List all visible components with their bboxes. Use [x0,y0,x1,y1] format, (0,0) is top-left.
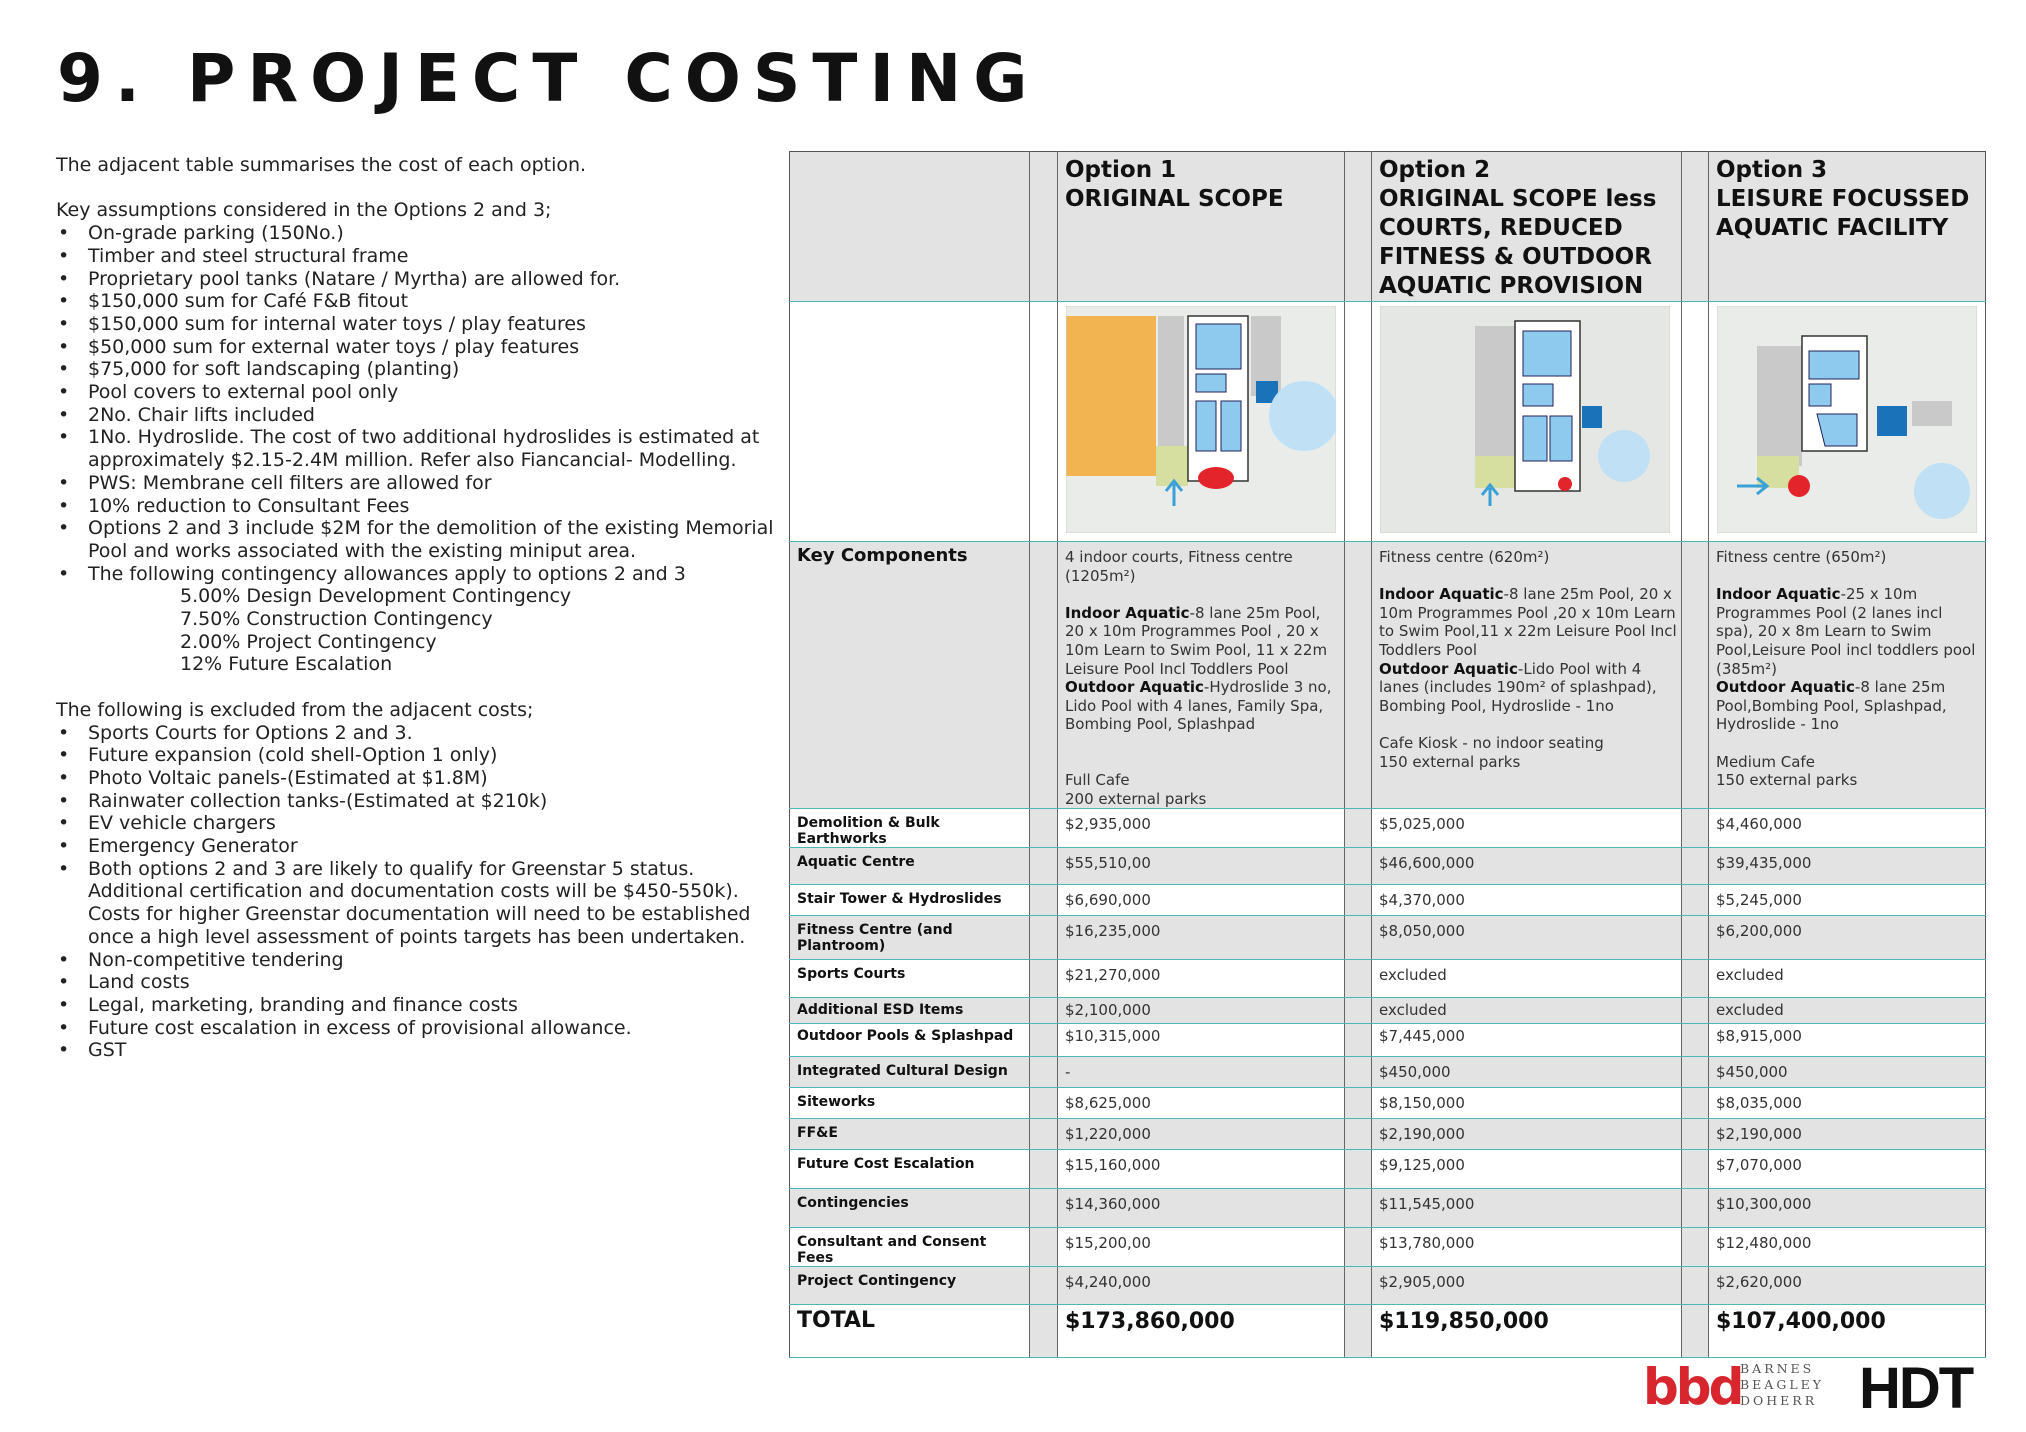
table-row: Siteworks $8,625,000 $8,150,000 $8,035,000 [790,1088,1986,1119]
total-option-2: $119,850,000 [1372,1305,1682,1358]
total-option-1: $173,860,000 [1058,1305,1345,1358]
hdt-logo: HDT [1859,1356,1973,1414]
option-number: Option 1 [1065,157,1177,183]
list-item: • Proprietary pool tanks (Natare / Myrtha) are allowed for. [56,268,776,291]
list-item: • Sports Courts for Options 2 and 3. [56,722,776,745]
option-3-header [1709,152,1986,302]
table-row: Additional ESD Items $2,100,000 excluded excluded [790,998,1986,1024]
list-item: • Pool covers to external pool only [56,381,776,404]
table-row: Future Cost Escalation $15,160,000 $9,125,000 $7,070,000 [790,1150,1986,1189]
header-corner [790,152,1030,302]
costing-table [789,151,1986,1358]
total-row [790,1305,1986,1358]
option-number: Option 2 [1379,157,1491,183]
contingency-item: 5.00% Design Development Contingency [180,585,572,608]
list-item: • EV vehicle chargers [56,812,776,835]
list-item: • PWS: Membrane cell filters are allowed for [56,472,776,495]
contingency-item: 12% Future Escalation [180,653,393,676]
assumptions-panel [56,154,776,1062]
table-row: Outdoor Pools & Splashpad $10,315,000 $7,445,000 $8,915,000 [790,1024,1986,1057]
total-option-3: $107,400,000 [1709,1305,1986,1358]
table-row: FF&E $1,220,000 $2,190,000 $2,190,000 [790,1119,1986,1150]
list-item: • Both options 2 and 3 are likely to qualify for Greenstar 5 status. Additional certification and documentation costs will be $450-550k). Costs for higher Greenstar documentation will need to be established once a high level assessment of points targets has been undertaken. [56,858,776,949]
option-3-components: Fitness centre (650m²) Indoor Aquatic-25 x 10m Programmes Pool (2 lanes incl spa), 20 x 8m Learn to Swim Pool,Leisure Pool incl toddlers pool (385m²) Outdoor Aquatic-8 lane 25m Pool,Bombing Pool, Splashpad, Hydroslide - 1no Medium Cafe 150 external parks [1709,542,1986,809]
list-item: • 2No. Chair lifts included [56,404,776,427]
option-3-site-plan-image [1717,306,1977,533]
list-item: • $75,000 for soft landscaping (planting) [56,358,776,381]
option-name: ORIGINAL SCOPE [1065,186,1284,212]
list-item: • The following contingency allowances apply to options 2 and 3 [56,563,776,586]
total-label: TOTAL [790,1305,1030,1358]
bbd-logo-line: BARNES [1740,1361,1815,1376]
table-row: Consultant and Consent Fees $15,200,00 $13,780,000 $12,480,000 [790,1228,1986,1267]
list-item: • Future cost escalation in excess of provisional allowance. [56,1017,776,1040]
list-item: • Options 2 and 3 include $2M for the demolition of the existing Memorial Pool and works associated with the existing miniput area. [56,517,776,562]
list-item: • GST [56,1039,776,1062]
contingency-item: 7.50% Construction Contingency [180,608,493,631]
options-header-row [790,152,1986,302]
list-item: • Rainwater collection tanks-(Estimated at $210k) [56,790,776,813]
table-row: Integrated Cultural Design - $450,000 $450,000 [790,1057,1986,1088]
key-components-label: Key Components [790,542,1030,809]
assumptions-heading: Key assumptions considered in the Options 2 and 3; [56,199,552,222]
list-item: • Timber and steel structural frame [56,245,776,268]
list-item: • $50,000 sum for external water toys / play features [56,336,776,359]
option-2-header [1372,152,1682,302]
list-item: • Non-competitive tendering [56,949,776,972]
table-row: Project Contingency $4,240,000 $2,905,000 $2,620,000 [790,1267,1986,1305]
option-1-components: 4 indoor courts, Fitness centre (1205m²) Indoor Aquatic-8 lane 25m Pool, 20 x 10m Programmes Pool , 20 x 10m Learn to Swim Pool, 11 x 22m Leisure Pool Incl Toddlers Pool Outdoor Aquatic-Hydroslide 3 no, Lido Pool with 4 lanes, Family Spa, Bombing Pool, Splashpad Full Cafe 200 external parks [1058,542,1345,809]
intro-text: The adjacent table summarises the cost of each option. [56,154,587,176]
table-row: Sports Courts $21,270,000 excluded excluded [790,960,1986,998]
option-1-site-plan-image [1066,306,1336,533]
company-logos [1643,1356,1983,1414]
table-row: Aquatic Centre $55,510,00 $46,600,000 $39,435,000 [790,848,1986,885]
list-item: • Land costs [56,971,776,994]
footer-logos [1643,1356,1983,1414]
list-item: • Photo Voltaic panels-(Estimated at $1.8M) [56,767,776,790]
option-2-site-plan-image [1380,306,1670,533]
table-row: Contingencies $14,360,000 $11,545,000 $10,300,000 [790,1189,1986,1228]
option-2-components: Fitness centre (620m²) Indoor Aquatic-8 lane 25m Pool, 20 x 10m Programmes Pool ,20 x 10m Learn to Swim Pool,11 x 22m Leisure Pool Incl Toddlers Pool Outdoor Aquatic-Lido Pool with 4 lanes (includes 190m² of splashpad), Bombing Pool, Hydroslide - 1no Cafe Kiosk - no indoor seating 150 external parks [1372,542,1682,809]
list-item: • $150,000 sum for Café F&B fitout [56,290,776,313]
bbd-logo-mark: bbd [1643,1358,1742,1414]
option-name: ORIGINAL SCOPE less COURTS, REDUCED FITNESS & OUTDOOR AQUATIC PROVISION [1379,186,1657,299]
option-number: Option 3 [1716,157,1828,183]
option-1-header [1058,152,1345,302]
table-row: Fitness Centre (and Plantroom) $16,235,000 $8,050,000 $6,200,000 [790,916,1986,960]
list-item: • Emergency Generator [56,835,776,858]
contingency-item: 2.00% Project Contingency [180,630,437,653]
list-item: • On-grade parking (150No.) [56,222,776,245]
option-name: LEISURE FOCUSSED AQUATIC FACILITY [1716,186,1970,241]
table-row: Demolition & Bulk Earthworks $2,935,000 $5,025,000 $4,460,000 [790,809,1986,848]
list-item: • Legal, marketing, branding and finance costs [56,994,776,1017]
exclusions-list [56,722,776,1063]
list-item: • Future expansion (cold shell-Option 1 only) [56,744,776,767]
key-components-row [790,542,1986,809]
bbd-logo-line: DOHERR [1740,1393,1818,1408]
assumptions-list [56,222,776,585]
list-item: • 1No. Hydroslide. The cost of two additional hydroslides is estimated at approximately $2.15-2.4M million. Refer also Fiancancial- Modelling. [56,426,776,471]
list-item: • $150,000 sum for internal water toys / play features [56,313,776,336]
page-title: 9. PROJECT COSTING [57,40,1040,117]
list-item: • 10% reduction to Consultant Fees [56,495,776,518]
site-plan-row [790,302,1986,542]
table-row: Stair Tower & Hydroslides $6,690,000 $4,370,000 $5,245,000 [790,885,1986,916]
exclusions-heading: The following is excluded from the adjacent costs; [56,698,534,721]
bbd-logo-line: BEAGLEY [1740,1377,1825,1392]
